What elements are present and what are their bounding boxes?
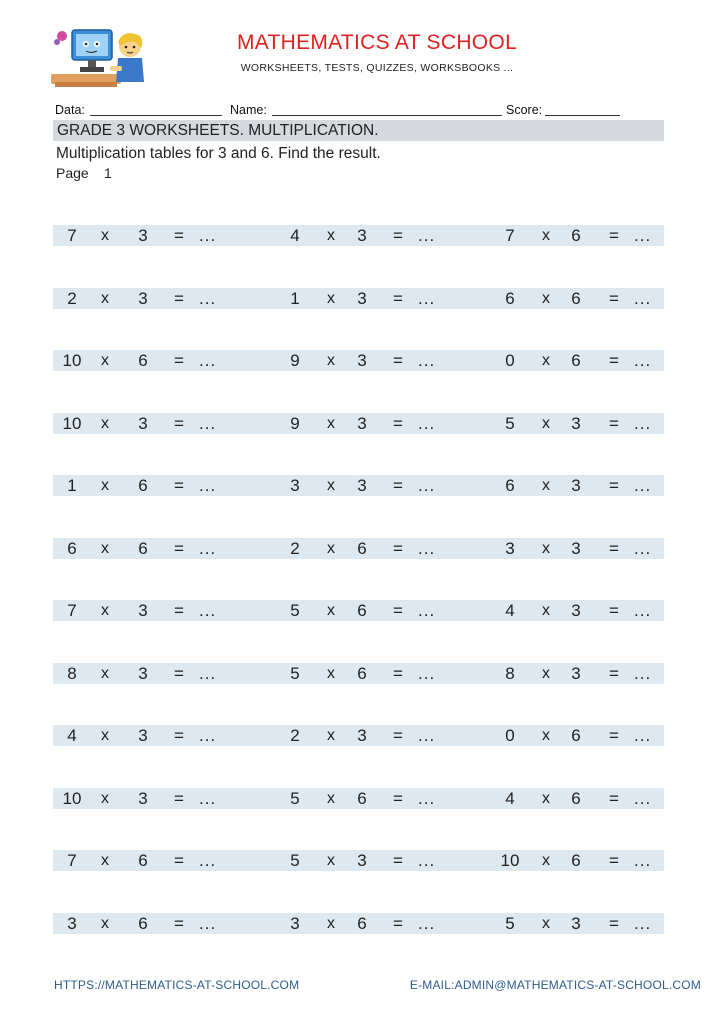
answer-blank[interactable]: ... — [634, 726, 652, 745]
multiplicand: 8 — [505, 664, 515, 683]
times-sign: x — [327, 477, 335, 494]
answer-blank[interactable]: ... — [634, 601, 652, 620]
multiplier: 6 — [571, 289, 581, 308]
multiplier: 6 — [571, 726, 581, 745]
answer-blank[interactable]: ... — [418, 726, 436, 745]
equals-sign: = — [609, 726, 619, 745]
multiplicand: 2 — [290, 539, 300, 558]
times-sign: x — [101, 290, 109, 307]
equals-sign: = — [609, 289, 619, 308]
multiplier: 6 — [571, 789, 581, 808]
times-sign: x — [101, 352, 109, 369]
page-number: 1 — [104, 165, 112, 181]
times-sign: x — [542, 602, 550, 619]
multiplier: 3 — [138, 289, 148, 308]
times-sign: x — [101, 477, 109, 494]
multiplier: 3 — [357, 414, 367, 433]
answer-blank[interactable]: ... — [199, 789, 217, 808]
answer-blank[interactable]: ... — [418, 476, 436, 495]
equals-sign: = — [393, 476, 403, 495]
multiplicand: 7 — [67, 851, 77, 870]
times-sign: x — [327, 227, 335, 244]
multiplier: 3 — [138, 601, 148, 620]
equals-sign: = — [174, 351, 184, 370]
page-label: Page — [56, 165, 89, 181]
multiplicand: 10 — [62, 351, 82, 370]
multiplier: 6 — [571, 851, 581, 870]
equals-sign: = — [393, 601, 403, 620]
answer-blank[interactable]: ... — [634, 289, 652, 308]
instruction-text: Multiplication tables for 3 and 6. Find the result. — [56, 145, 381, 162]
times-sign: x — [327, 727, 335, 744]
answer-blank[interactable]: ... — [199, 664, 217, 683]
multiplicand: 9 — [290, 414, 300, 433]
multiplier: 3 — [571, 601, 581, 620]
answer-blank[interactable]: ... — [199, 914, 217, 933]
answer-blank[interactable]: ... — [199, 289, 217, 308]
times-sign: x — [327, 290, 335, 307]
multiplier: 3 — [571, 664, 581, 683]
multiplier: 3 — [357, 351, 367, 370]
times-sign: x — [542, 852, 550, 869]
score-label: Score: — [506, 103, 543, 117]
answer-blank[interactable]: ... — [634, 789, 652, 808]
equals-sign: = — [174, 476, 184, 495]
answer-blank[interactable]: ... — [199, 539, 217, 558]
equals-sign: = — [609, 476, 619, 495]
multiplier: 3 — [357, 289, 367, 308]
multiplicand: 8 — [67, 664, 77, 683]
times-sign: x — [327, 852, 335, 869]
times-sign: x — [542, 915, 550, 932]
times-sign: x — [101, 540, 109, 557]
problem-row — [53, 413, 664, 434]
footer-email[interactable]: E-MAIL:ADMIN@MATHEMATICS-AT-SCHOOL.COM — [409, 978, 701, 992]
multiplier: 6 — [138, 476, 148, 495]
equals-sign: = — [609, 914, 619, 933]
times-sign: x — [327, 352, 335, 369]
times-sign: x — [101, 665, 109, 682]
multiplier: 3 — [571, 539, 581, 558]
multiplier: 6 — [357, 664, 367, 683]
multiplicand: 2 — [67, 289, 77, 308]
equals-sign: = — [609, 539, 619, 558]
answer-blank[interactable]: ... — [199, 726, 217, 745]
multiplicand: 10 — [62, 414, 82, 433]
multiplicand: 4 — [505, 789, 515, 808]
answer-blank[interactable]: ... — [418, 539, 436, 558]
answer-blank[interactable]: ... — [634, 351, 652, 370]
answer-blank[interactable]: ... — [634, 476, 652, 495]
equals-sign: = — [609, 226, 619, 245]
multiplicand: 5 — [290, 851, 300, 870]
multiplicand: 6 — [505, 289, 515, 308]
answer-blank[interactable]: ... — [199, 414, 217, 433]
times-sign: x — [101, 415, 109, 432]
answer-blank[interactable]: ... — [418, 414, 436, 433]
answer-blank[interactable]: ... — [418, 664, 436, 683]
multiplier: 6 — [138, 539, 148, 558]
problem-row — [53, 600, 664, 621]
times-sign: x — [101, 227, 109, 244]
equals-sign: = — [174, 789, 184, 808]
multiplicand: 10 — [500, 851, 520, 870]
times-sign: x — [542, 665, 550, 682]
multiplicand: 7 — [67, 226, 77, 245]
multiplier: 6 — [138, 914, 148, 933]
multiplier: 3 — [138, 414, 148, 433]
times-sign: x — [327, 540, 335, 557]
times-sign: x — [542, 477, 550, 494]
times-sign: x — [101, 790, 109, 807]
multiplicand: 6 — [67, 539, 77, 558]
times-sign: x — [542, 415, 550, 432]
multiplier: 6 — [357, 601, 367, 620]
answer-blank[interactable]: ... — [199, 351, 217, 370]
name-label: Name: — [230, 103, 267, 117]
equals-sign: = — [393, 726, 403, 745]
equals-sign: = — [393, 351, 403, 370]
multiplier: 3 — [571, 414, 581, 433]
answer-blank[interactable]: ... — [418, 601, 436, 620]
data-label: Data: — [55, 103, 85, 117]
multiplier: 3 — [357, 851, 367, 870]
answer-blank[interactable]: ... — [634, 539, 652, 558]
multiplicand: 3 — [505, 539, 515, 558]
multiplicand: 3 — [290, 476, 300, 495]
times-sign: x — [101, 727, 109, 744]
multiplier: 3 — [138, 726, 148, 745]
multiplier: 3 — [357, 476, 367, 495]
times-sign: x — [101, 602, 109, 619]
answer-blank[interactable]: ... — [199, 476, 217, 495]
equals-sign: = — [393, 664, 403, 683]
equals-sign: = — [174, 289, 184, 308]
problem-row — [53, 725, 664, 746]
multiplicand: 2 — [290, 726, 300, 745]
multiplicand: 9 — [290, 351, 300, 370]
equals-sign: = — [393, 914, 403, 933]
equals-sign: = — [393, 789, 403, 808]
multiplicand: 0 — [505, 351, 515, 370]
multiplier: 6 — [357, 789, 367, 808]
equals-sign: = — [393, 289, 403, 308]
multiplicand: 1 — [67, 476, 77, 495]
problem-row — [53, 288, 664, 309]
multiplier: 3 — [138, 664, 148, 683]
equals-sign: = — [393, 851, 403, 870]
multiplicand: 4 — [290, 226, 300, 245]
equals-sign: = — [609, 414, 619, 433]
problem-row — [53, 788, 664, 809]
multiplicand: 10 — [62, 789, 82, 808]
answer-blank[interactable]: ... — [418, 914, 436, 933]
data-field[interactable] — [90, 103, 222, 116]
times-sign: x — [542, 790, 550, 807]
multiplier: 3 — [357, 226, 367, 245]
answer-blank[interactable]: ... — [199, 601, 217, 620]
answer-blank[interactable]: ... — [418, 289, 436, 308]
equals-sign: = — [174, 914, 184, 933]
brand-title: MATHEMATICS AT SCHOOL — [236, 31, 518, 54]
times-sign: x — [542, 352, 550, 369]
times-sign: x — [101, 915, 109, 932]
answer-blank[interactable]: ... — [418, 351, 436, 370]
multiplicand: 3 — [67, 914, 77, 933]
problem-row — [53, 350, 664, 371]
equals-sign: = — [174, 601, 184, 620]
equals-sign: = — [174, 414, 184, 433]
equals-sign: = — [174, 851, 184, 870]
equals-sign: = — [174, 539, 184, 558]
problem-row — [53, 475, 664, 496]
answer-blank[interactable]: ... — [418, 789, 436, 808]
problem-row — [53, 913, 664, 934]
equals-sign: = — [393, 539, 403, 558]
multiplicand: 5 — [290, 789, 300, 808]
multiplicand: 1 — [290, 289, 300, 308]
multiplier: 3 — [571, 476, 581, 495]
multiplier: 3 — [138, 789, 148, 808]
multiplier: 6 — [138, 851, 148, 870]
times-sign: x — [542, 540, 550, 557]
equals-sign: = — [609, 351, 619, 370]
multiplicand: 5 — [290, 664, 300, 683]
answer-blank[interactable]: ... — [634, 226, 652, 245]
times-sign: x — [327, 665, 335, 682]
problem-row — [53, 663, 664, 684]
multiplicand: 7 — [67, 601, 77, 620]
answer-blank[interactable]: ... — [634, 664, 652, 683]
multiplicand: 5 — [505, 914, 515, 933]
equals-sign: = — [393, 414, 403, 433]
multiplicand: 0 — [505, 726, 515, 745]
answer-blank[interactable]: ... — [199, 226, 217, 245]
times-sign: x — [327, 915, 335, 932]
answer-blank[interactable]: ... — [634, 851, 652, 870]
problem-row — [53, 538, 664, 559]
answer-blank[interactable]: ... — [634, 414, 652, 433]
equals-sign: = — [174, 226, 184, 245]
times-sign: x — [542, 227, 550, 244]
multiplicand: 3 — [290, 914, 300, 933]
answer-blank[interactable]: ... — [634, 914, 652, 933]
answer-blank[interactable]: ... — [418, 851, 436, 870]
equals-sign: = — [174, 664, 184, 683]
equals-sign: = — [609, 789, 619, 808]
score-field[interactable] — [545, 103, 620, 116]
multiplicand: 6 — [505, 476, 515, 495]
equals-sign: = — [393, 226, 403, 245]
multiplier: 6 — [571, 351, 581, 370]
footer-website[interactable]: HTTPS://MATHEMATICS-AT-SCHOOL.COM — [54, 978, 300, 992]
multiplicand: 4 — [67, 726, 77, 745]
brand-subtitle: WORKSHEETS, TESTS, QUIZZES, WORKSBOOKS ... — [240, 62, 514, 74]
times-sign: x — [101, 852, 109, 869]
multiplier: 6 — [357, 539, 367, 558]
times-sign: x — [327, 415, 335, 432]
multiplier: 6 — [138, 351, 148, 370]
times-sign: x — [542, 727, 550, 744]
answer-blank[interactable]: ... — [199, 851, 217, 870]
multiplicand: 5 — [505, 414, 515, 433]
name-field[interactable] — [272, 103, 502, 116]
multiplicand: 5 — [290, 601, 300, 620]
equals-sign: = — [609, 601, 619, 620]
equals-sign: = — [174, 726, 184, 745]
equals-sign: = — [609, 664, 619, 683]
worksheet-title: GRADE 3 WORKSHEETS. MULTIPLICATION. — [53, 120, 664, 141]
multiplier: 6 — [571, 226, 581, 245]
multiplier: 3 — [357, 726, 367, 745]
times-sign: x — [542, 290, 550, 307]
answer-blank[interactable]: ... — [418, 226, 436, 245]
equals-sign: = — [609, 851, 619, 870]
multiplier: 3 — [138, 226, 148, 245]
problem-row — [53, 850, 664, 871]
problem-row — [53, 225, 664, 246]
multiplicand: 7 — [505, 226, 515, 245]
times-sign: x — [327, 602, 335, 619]
multiplier: 3 — [571, 914, 581, 933]
times-sign: x — [327, 790, 335, 807]
multiplier: 6 — [357, 914, 367, 933]
multiplicand: 4 — [505, 601, 515, 620]
